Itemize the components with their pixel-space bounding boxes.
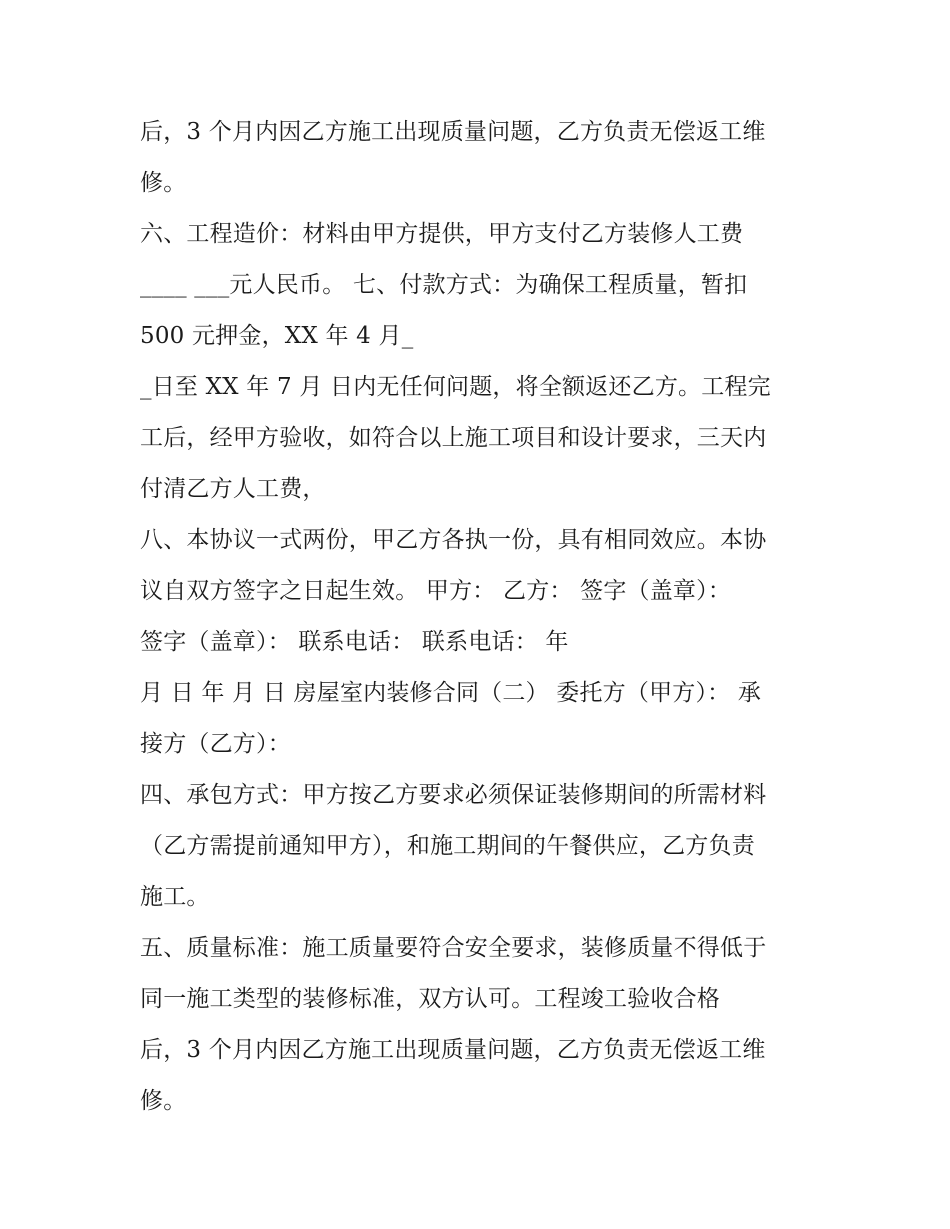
text-line: 后，3 个月内因乙方施工出现质量问题，乙方负责无偿返工维: [140, 1037, 766, 1063]
text-line: 付清乙方人工费，: [140, 476, 326, 502]
text-line: 接方（乙方）：: [140, 731, 291, 757]
text-line: 修。: [140, 1088, 187, 1114]
text-line: 月 日 年 月 日 房屋室内装修合同（二） 委托方（甲方）： 承: [140, 680, 762, 706]
text-line: 500 元押金，XX 年 4 月_: [140, 323, 414, 349]
text-line: 五、质量标准：施工质量要符合安全要求，装修质量不得低于: [140, 935, 767, 961]
text-line: 同一施工类型的装修标准，双方认可。工程竣工验收合格: [140, 986, 720, 1012]
text-line: 四、承包方式：甲方按乙方要求必须保证装修期间的所需材料: [140, 782, 767, 808]
document-body: [140, 107, 820, 1127]
text-line: _日至 XX 年 7 月 日内无任何问题，将全额返还乙方。工程完: [140, 374, 771, 400]
text-line: 六、工程造价：材料由甲方提供，甲方支付乙方装修人工费: [140, 221, 744, 247]
text-line: 工后，经甲方验收，如符合以上施工项目和设计要求，三天内: [140, 425, 767, 451]
text-line: 八、本协议一式两份，甲乙方各执一份，具有相同效应。本协: [140, 527, 767, 553]
text-line: 后，3 个月内因乙方施工出现质量问题，乙方负责无偿返工维: [140, 119, 766, 145]
text-line: 修。: [140, 170, 187, 196]
text-line: （乙方需提前通知甲方），和施工期间的午餐供应，乙方负责: [140, 833, 755, 859]
text-line: 签字（盖章）： 联系电话： 联系电话： 年: [140, 629, 569, 655]
text-line: 施工。: [140, 884, 210, 910]
text-line: ____ ___元人民币。 七、付款方式：为确保工程质量，暂扣: [140, 272, 748, 298]
text-line: 议自双方签字之日起生效。 甲方： 乙方： 签字（盖章）：: [140, 578, 732, 604]
